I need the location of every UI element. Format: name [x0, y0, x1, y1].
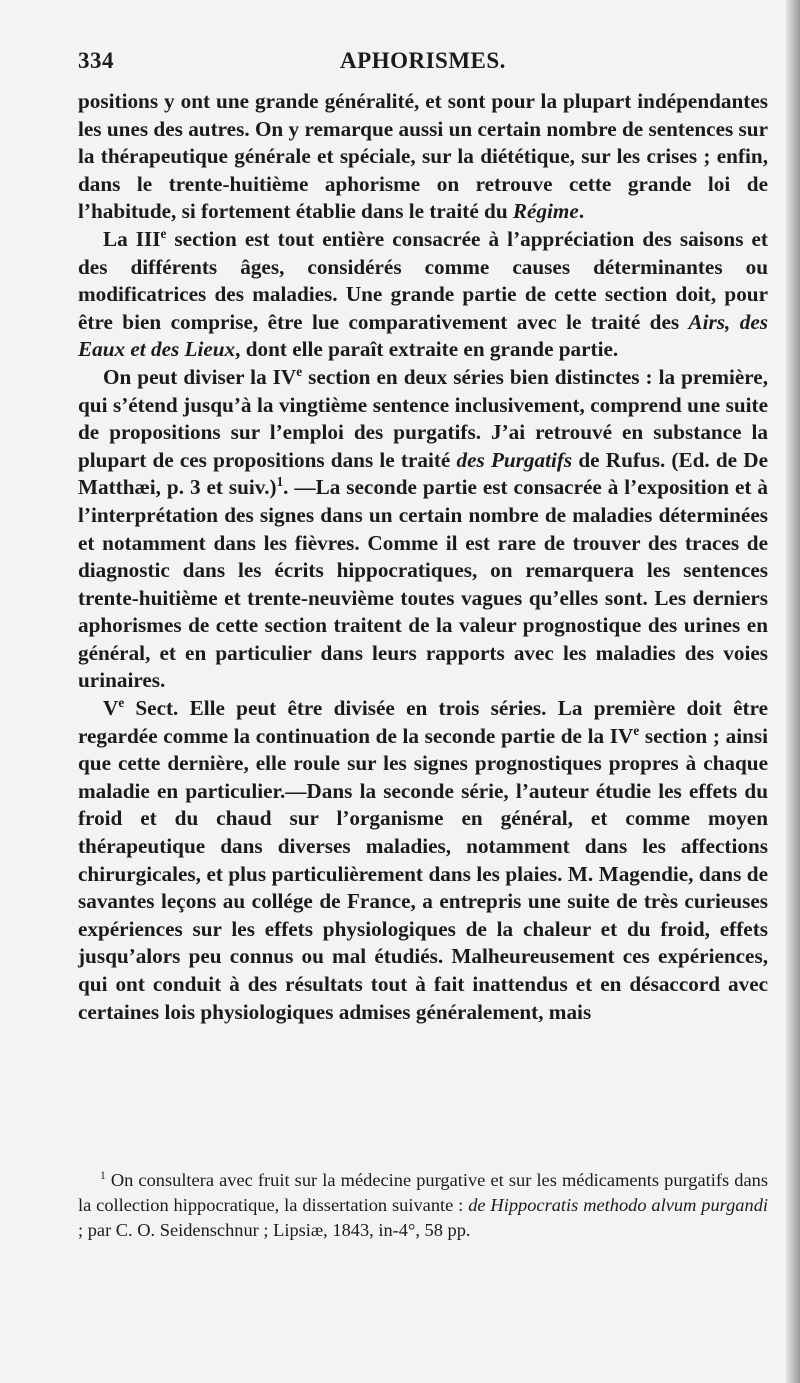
paragraph-section-iii: [78, 226, 768, 364]
paragraph-section-iv: [78, 364, 768, 695]
text-run: section en deux séries bien distinctes : la première, qui s’étend jusqu’à la vingtième sentence inclusivement, comprend une suite de propositions sur l’emploi des purgatifs. J’ai retrouvé en substance la plupart de ces propositions dans le traité: [78, 364, 768, 472]
text-run: section ; ainsi que cette dernière, elle roule sur les signes prognostiques propres à chaque maladie en particulier.—Dans la seconde série, l’auteur étudie les effets du froid et du chaud sur l’organisme en général, et comme moyen thérapeutique dans diverses maladies, notamment dans les affections chirurgicales, et plus particulièrement dans les plaies. M. Magendie, dans de savantes leçons au collége de France, a entrepris une suite de très curieuses expériences sur les effets physiologiques de la chaleur et du froid, effets jusqu’alors peu connus ou mal étudiés. Malheureusement ces expériences, qui ont conduit à des résultats tout à fait inattendus et en désaccord avec certaines lois physiologiques admises généralement, mais: [78, 723, 768, 1024]
italic-title: Régime: [512, 199, 579, 224]
text-run: section est tout entière consacrée à l’appréciation des saisons et des différents âges, considérés comme causes déterminantes ou modificatrices des maladies. Une grande partie de cette section doit, pour être bien comprise, être lue comparativement avec le traité des: [78, 226, 768, 334]
superscript: e: [118, 695, 125, 710]
paragraph-section-v: [78, 695, 768, 1026]
main-text: [78, 88, 768, 1026]
text-run: La III: [103, 226, 161, 251]
footnote-1: [78, 1168, 768, 1243]
text-run: On consultera avec fruit sur la médecine purgative et sur les médicaments purgatifs dans la collection hippocratique, la dissertation suivante :: [78, 1170, 768, 1215]
footnotes: [78, 1168, 768, 1243]
italic-title: de Hippocratis methodo alvum purgandi: [468, 1195, 769, 1215]
text-run: ; par C. O. Seidenschnur ; Lipsiæ, 1843, in-4°, 58 pp.: [78, 1220, 471, 1240]
superscript: e: [296, 363, 303, 379]
italic-title: des Purgatifs: [456, 447, 573, 472]
superscript: e: [160, 225, 167, 241]
text-run: positions y ont une grande généralité, et sont pour la plupart indépendantes les unes des autres. On y remarque aussi un certain nombre de sentences sur la thérapeutique générale et spéciale, sur la diététique, sur les crises ; enfin, dans le trente-huitième aphorisme on retrouve cette grande loi de l’habitude, si fortement établie dans le traité du: [78, 89, 768, 224]
superscript: e: [633, 722, 640, 738]
text-run: Sect. Elle peut être divisée en trois séries. La première doit être regardée comme la continuation de la seconde partie de la IV: [78, 696, 768, 748]
text-run: de Rufus. (Ed. de De Matthæi, p. 3 et suiv.): [78, 447, 768, 500]
page-number: 334: [78, 48, 114, 73]
text-run: .: [578, 199, 585, 224]
text-run: V: [103, 696, 119, 721]
text-run: On peut diviser la IV: [103, 364, 297, 389]
text-run: . —La seconde partie est consacrée à l’exposition et à l’interprétation des signes dans un certain nombre de maladies déterminées et notamment dans les fièvres. Comme il est rare de trouver des traces de diagnostic dans les écrits hippocratiques, on remarquera les sentences trente-huitième et trente-neuvième toutes vagues qu’elles sont. Les derniers aphorismes de cette section traitent de la valeur prognostique des urines en général, et en particulier dans leurs rapports avec les maladies des voies urinaires.: [78, 475, 768, 693]
footnote-reference[interactable]: 1: [276, 474, 284, 490]
text-run: , dont elle paraît extraite en grande partie.: [235, 337, 619, 362]
paragraph-continuation: [78, 88, 768, 226]
running-title: APHORISMES.: [340, 48, 506, 73]
footnote-mark: 1: [100, 1169, 106, 1182]
italic-title: Airs, des Eaux et des Lieux: [78, 309, 768, 362]
running-head: [78, 48, 768, 84]
